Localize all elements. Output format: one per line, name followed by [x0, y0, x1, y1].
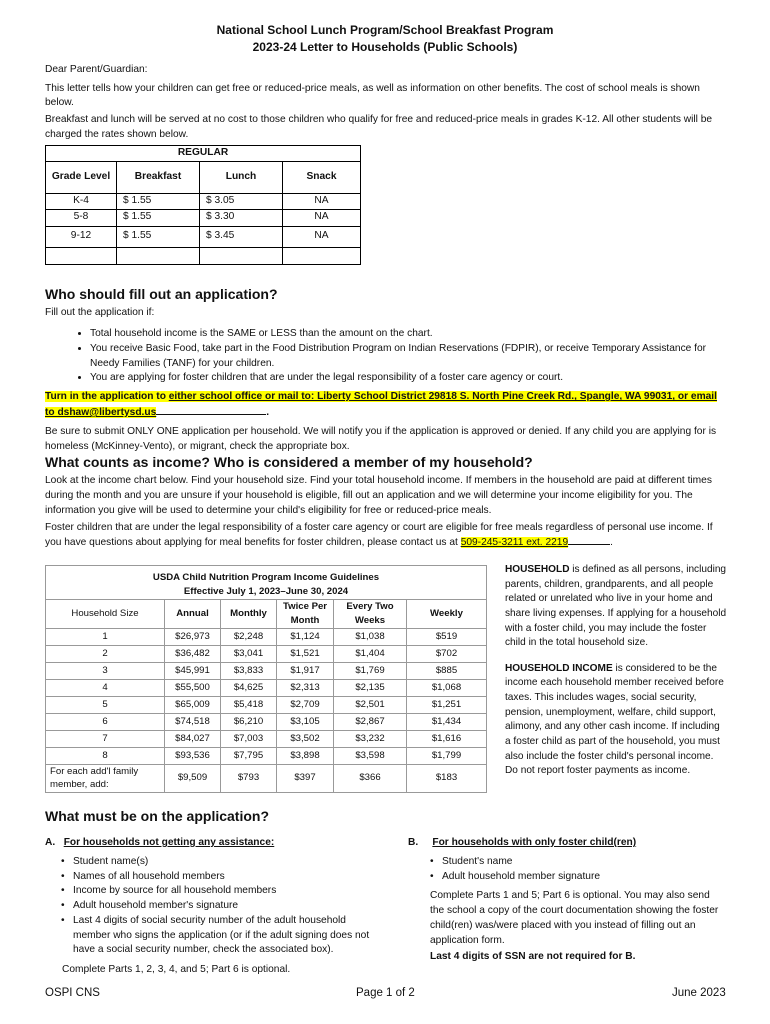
submit-note: Be sure to submit ONLY ONE application per household. We will notify you if the application is approved or denied. If any child you are applying for is homeless (McKinney-Vento), or migrant, check the appropriate box.: [45, 425, 717, 452]
table-cell: $519: [407, 628, 487, 645]
document-title: National School Lunch Program/School Breakfast Program 2023-24 Letter to Households (Public Schools): [216, 23, 554, 55]
table-cell: $2,867: [334, 713, 407, 730]
table-cell: $702: [407, 645, 487, 662]
table-cell: $65,009: [165, 696, 221, 713]
turn-in-instructions: Turn in the application to either school office or mail to: Liberty School District 29818 S. North Pine Creek Rd., Spangle, WA 99031, or email to dshaw@libertysd.us .: [45, 391, 717, 418]
table-cell: $1,404: [334, 645, 407, 662]
must-heading: What must be on the application?: [45, 808, 269, 824]
must-section: [45, 806, 725, 826]
greeting: Dear Parent/Guardian:: [45, 63, 148, 75]
table-cell: $2,709: [277, 696, 334, 713]
list-item: • Income by source for all household members: [61, 884, 375, 899]
who-heading: Who should fill out an application?: [45, 286, 278, 302]
table-cell: $3,232: [334, 730, 407, 747]
rates-header: Snack: [283, 161, 361, 193]
footer-date: June 2023: [672, 987, 726, 999]
table-row: [46, 747, 487, 764]
table-row: [46, 645, 487, 662]
table-cell: $2,501: [334, 696, 407, 713]
section-a-title: A. For households not getting any assistance:: [45, 837, 275, 848]
table-cell: $397: [277, 764, 334, 792]
table-cell: $74,518: [165, 713, 221, 730]
rates-header: Lunch: [200, 161, 283, 193]
table-cell: $1,799: [407, 747, 487, 764]
table-cell: 4: [46, 679, 165, 696]
table-row: [46, 696, 487, 713]
income-table-title: USDA Child Nutrition Program Income Guidelines Effective July 1, 2023–June 30, 2024: [46, 566, 487, 600]
table-cell: $45,991: [165, 662, 221, 679]
section-b-title: B. For households with only foster child(ren): [408, 837, 637, 848]
list-item: • Last 4 digits of social security number of the adult household member who signs the application (or if the adult signing does not have a social security number, check the associated box).: [61, 914, 375, 958]
income-guidelines-table: [45, 565, 487, 793]
intro-paragraph-1: This letter tells how your children can get free or reduced-price meals, as well as information on other benefits. The cost of school meals is shown below.: [45, 82, 700, 109]
letter-page: [45, 22, 725, 145]
table-cell: $3,502: [277, 730, 334, 747]
list-item: • Adult household member's signature: [61, 899, 375, 914]
table-cell: 5: [46, 696, 165, 713]
section-a: [45, 836, 375, 980]
table-cell: $1,038: [334, 628, 407, 645]
income-header: Household Size: [46, 600, 165, 629]
section-a-list: [45, 855, 375, 958]
table-row: [46, 662, 487, 679]
table-cell: $1,434: [407, 713, 487, 730]
table-row: [46, 713, 487, 730]
table-cell: $36,482: [165, 645, 221, 662]
rates-header: Breakfast: [117, 161, 200, 193]
footer-left: OSPI CNS: [45, 987, 100, 999]
table-cell: $9,509: [165, 764, 221, 792]
table-cell: For each add'l family member, add:: [46, 764, 165, 792]
table-cell: $885: [407, 662, 487, 679]
table-cell: $793: [221, 764, 277, 792]
rates-header: Grade Level: [46, 161, 117, 193]
section-b: [408, 836, 726, 967]
income-header: Monthly: [221, 600, 277, 629]
table-row: [46, 628, 487, 645]
income-header: Annual: [165, 600, 221, 629]
table-cell: $3,833: [221, 662, 277, 679]
household-definition: HOUSEHOLD is defined as all persons, including parents, children, grandparents, and all people related or unrelated who live in your home and share living expenses. If applying for a household with a foster child, you may include the foster child in the total household size.: [505, 564, 727, 649]
table-cell: $1,917: [277, 662, 334, 679]
list-item: • Adult household member signature: [430, 870, 726, 885]
table-cell: $6,210: [221, 713, 277, 730]
list-item: • You receive Basic Food, take part in the Food Distribution Program on Indian Reservations (FDPIR), or receive Temporary Assistance for Needy Families (TANF) for your children.: [90, 342, 725, 372]
list-item: • Total household income is the SAME or LESS than the amount on the chart.: [90, 327, 725, 342]
table-cell: $183: [407, 764, 487, 792]
table-row-empty: [46, 247, 361, 264]
table-cell: $93,536: [165, 747, 221, 764]
table-cell: $1,616: [407, 730, 487, 747]
table-cell: $2,135: [334, 679, 407, 696]
income-header: Weekly: [407, 600, 487, 629]
income-header: Every Two Weeks: [334, 600, 407, 629]
table-row: 9-12 $ 1.55 $ 3.45 NA: [46, 226, 361, 247]
table-cell: $2,248: [221, 628, 277, 645]
table-row: 5-8 $ 1.55 $ 3.30 NA: [46, 209, 361, 226]
income-heading: What counts as income? Who is considered a member of my household?: [45, 454, 533, 470]
table-cell: $1,769: [334, 662, 407, 679]
list-item: • Student name(s): [61, 855, 375, 870]
meal-rates-table: [45, 145, 361, 265]
income-paragraph-1: Look at the income chart below. Find your household size. Find your total household income. If members in the household are paid at different times during the month and you are unsure if your household is eligible, fill out an application and we will determine your income eligibility for you. The information you give will be used to determine your child's eligibility for free or reduced-price meals.: [45, 475, 712, 516]
table-cell: $1,124: [277, 628, 334, 645]
table-cell: 1: [46, 628, 165, 645]
section-b-ssn-note: Last 4 digits of SSN are not required for B.: [430, 951, 636, 963]
table-cell: $2,313: [277, 679, 334, 696]
section-b-list: [408, 855, 726, 885]
table-cell: $3,598: [334, 747, 407, 764]
table-cell: 2: [46, 645, 165, 662]
household-income-definition: HOUSEHOLD INCOME is considered to be the income each household member received before taxes. This includes wages, social security, pension, unemployment, welfare, child support, alimony, and any other cash income. If including a foster child as part of the household, you must also include the foster child's personal income. Do not report foster payments as income.: [505, 662, 724, 777]
section-b-complete: Complete Parts 1 and 5; Part 6 is optional. You may also send the school a copy of the court documentation showing the foster child(ren) was/were placed with you instead of filling out an application form.: [430, 890, 719, 946]
table-cell: $26,973: [165, 628, 221, 645]
intro-paragraph-2: Breakfast and lunch will be served at no cost to those children who qualify for free and reduced-price meals in grades K-12. All other students will be charged the rates shown below.: [45, 114, 713, 140]
income-section: [45, 452, 725, 553]
table-cell: $1,521: [277, 645, 334, 662]
who-lead: Fill out the application if:: [45, 307, 155, 319]
table-cell: $55,500: [165, 679, 221, 696]
table-row: [46, 679, 487, 696]
table-row: [46, 764, 487, 792]
table-cell: $7,795: [221, 747, 277, 764]
table-cell: $84,027: [165, 730, 221, 747]
table-cell: $5,418: [221, 696, 277, 713]
turn-in-link[interactable]: either school office or mail to: Liberty School District 29818 S. North Pine Creek Rd., Spangle, WA 99031, or email to dshaw@libertysd.us: [45, 391, 717, 418]
phone-link[interactable]: 509-245-3211 ext. 2219: [460, 537, 569, 549]
footer-page-number: Page 1 of 2: [356, 987, 415, 999]
list-item: • You are applying for foster children that are under the legal responsibility of a foster care agency or court.: [90, 371, 725, 386]
table-cell: $1,251: [407, 696, 487, 713]
who-section: [45, 284, 725, 456]
table-cell: $3,041: [221, 645, 277, 662]
table-cell: $366: [334, 764, 407, 792]
list-item: • Student's name: [430, 855, 726, 870]
definitions-column: [505, 563, 727, 781]
section-a-complete: Complete Parts 1, 2, 3, 4, and 5; Part 6 is optional.: [62, 964, 291, 976]
table-cell: 3: [46, 662, 165, 679]
table-cell: $1,068: [407, 679, 487, 696]
table-cell: $3,898: [277, 747, 334, 764]
table-cell: $4,625: [221, 679, 277, 696]
list-item: • Names of all household members: [61, 870, 375, 885]
table-cell: $7,003: [221, 730, 277, 747]
table-row: [46, 730, 487, 747]
table-row: K-4 $ 1.55 $ 3.05 NA: [46, 193, 361, 209]
table-cell: 6: [46, 713, 165, 730]
income-paragraph-2: Foster children that are under the legal responsibility of a foster care agency or court are eligible for free meals regardless of personal use income. If you have questions about applying for meal benefits for foster children, please contact us at 509-245-3211 ext. 2219 .: [45, 521, 713, 549]
income-header: Twice Per Month: [277, 600, 334, 629]
table-cell: 8: [46, 747, 165, 764]
who-bullet-list: [45, 327, 725, 386]
table-cell: $3,105: [277, 713, 334, 730]
table-cell: 7: [46, 730, 165, 747]
rates-caption: REGULAR: [46, 146, 361, 162]
